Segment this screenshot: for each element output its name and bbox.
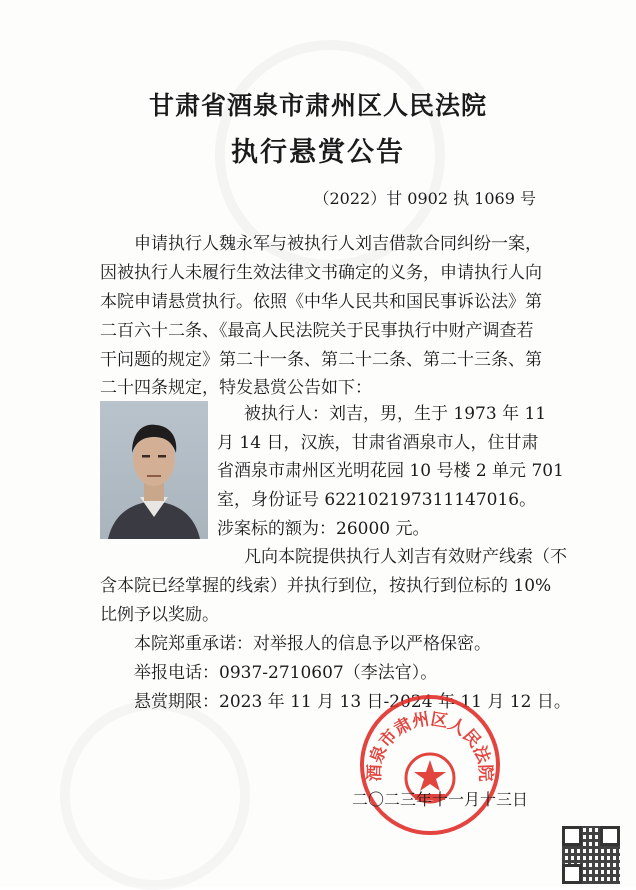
person-photo — [100, 401, 208, 539]
period-line: 悬赏期限：2023 年 11 月 13 日-2024 年 11 月 12 日。 — [134, 692, 571, 712]
person-line: 月 14 日，汉族，甘肃省酒泉市人，住甘肃 — [217, 433, 539, 453]
reward-line: 凡向本院提供执行人刘吉有效财产线索（不 — [244, 547, 567, 567]
court-name: 甘肃省酒泉市肃州区人民法院 — [148, 91, 487, 120]
case-number: （2022）甘 0902 执 1069 号 — [313, 189, 536, 208]
svg-text:酒泉市肃州区人民法院: 酒泉市肃州区人民法院 — [364, 709, 496, 782]
court-seal — [355, 690, 505, 840]
reward-line: 比例予以奖励。 — [100, 605, 219, 625]
body-line: 申请执行人魏永军与被执行人刘吉借款合同纠纷一案， — [134, 234, 542, 254]
date-line: 二〇二三年十一月十三日 — [352, 790, 529, 809]
promise-line: 本院郑重承诺：对举报人的信息予以严格保密。 — [134, 634, 491, 654]
watermark-emblem-lower — [60, 700, 250, 890]
body-line: 二百六十二条、《最高人民法院关于民事执行中财产调查若 — [100, 321, 534, 341]
person-line: 省酒泉市肃州区光明花园 10 号楼 2 单元 701 — [217, 461, 564, 481]
person-line: 被执行人：刘吉，男，生于 1973 年 11 — [244, 404, 547, 424]
person-line: 室，身份证号 622102197311147016。 — [217, 490, 537, 510]
notice-title: 执行悬赏公告 — [231, 137, 405, 168]
body-line: 二十四条规定，特发悬赏公告如下： — [100, 378, 372, 398]
portrait-image — [100, 401, 208, 539]
body-line: 干问题的规定》第二十一条、第二十二条、第二十三条、第 — [100, 350, 542, 370]
reward-line: 含本院已经掌握的线索）并执行到位，按执行到位标的 10% — [100, 576, 552, 596]
phone-line: 举报电话：0937-2710607（李法官）。 — [134, 663, 438, 683]
amount-line: 涉案标的额为：26000 元。 — [217, 519, 430, 539]
body-line: 本院申请悬赏执行。依照《中华人民共和国民事诉讼法》第 — [100, 292, 542, 312]
body-line: 因被执行人未履行生效法律文书确定的义务，申请执行人向 — [100, 263, 542, 283]
qr-code — [562, 826, 620, 884]
